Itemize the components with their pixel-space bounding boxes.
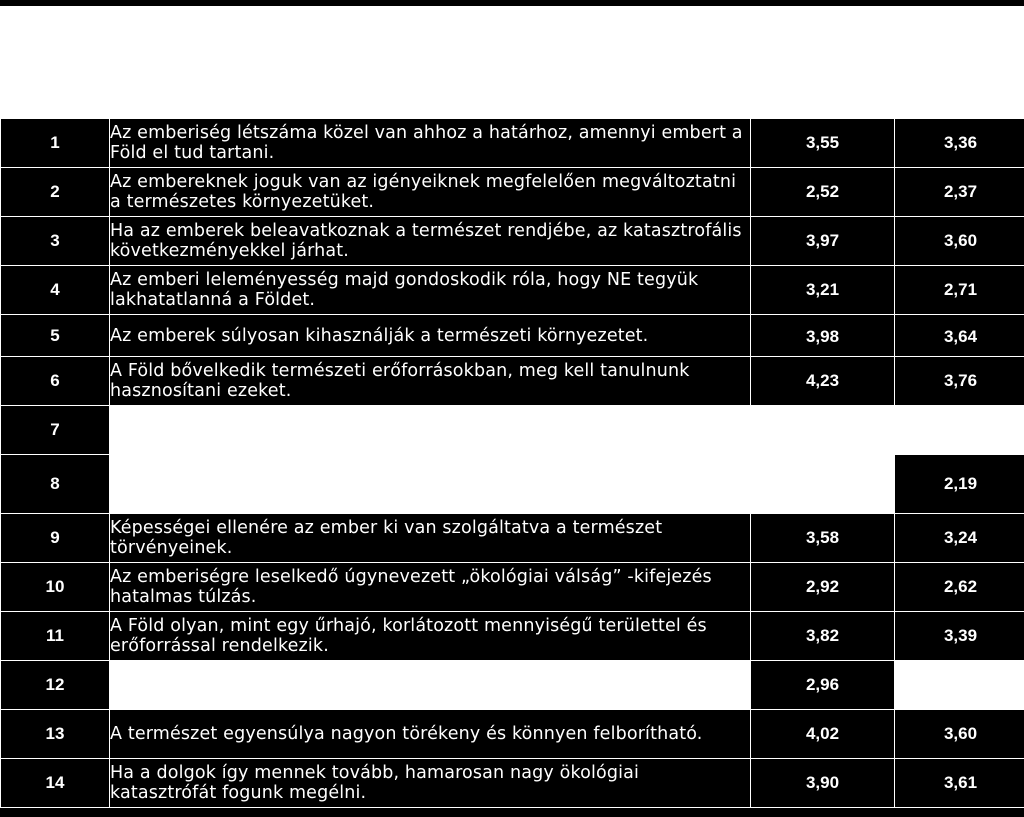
row-number: 5 (1, 315, 110, 357)
value-cell-2: 3,60 (895, 710, 1024, 759)
value-cell-1: 3,90 (751, 759, 895, 808)
value-cell-2: 2,71 (895, 266, 1024, 315)
table-row (1, 168, 1024, 217)
statement-cell: Az emberiség létszáma közel van ahhoz a határhoz, amennyi embert a Föld el tud tartani. (110, 119, 751, 168)
value-cell-2: 3,61 (895, 759, 1024, 808)
row-number: 1 (1, 119, 110, 168)
value-cell-1: 3,98 (751, 315, 895, 357)
statement-cell: Ha a dolgok így mennek tovább, hamarosan nagy ökológiai katasztrófát fogunk megélni. (110, 759, 751, 808)
statement-cell: Ha az emberek beleavatkoznak a természet rendjébe, az katasztrofális következményekkel járhat. (110, 217, 751, 266)
header-area (0, 6, 1024, 119)
table-row (1, 759, 1024, 808)
statement-cell: A Föld bővelkedik természeti erőforrásokban, meg kell tanulnunk hasznosítani ezeket. (110, 357, 751, 406)
statement-cell: Az emberek súlyosan kihasználják a természeti környezetet. (110, 315, 751, 357)
row-number: 13 (1, 710, 110, 759)
row-number: 3 (1, 217, 110, 266)
row-number: 10 (1, 563, 110, 612)
value-cell-1: 2,92 (751, 563, 895, 612)
table-row (1, 710, 1024, 759)
statement-cell: Az emberiségre leselkedő úgynevezett „ökológiai válság” -kifejezés hatalmas túlzás. (110, 563, 751, 612)
table-row (1, 612, 1024, 661)
statement-cell: A természet egyensúlya nagyon törékeny és könnyen felborítható. (110, 710, 751, 759)
value-cell-1: 3,82 (751, 612, 895, 661)
statement-cell: A Föld olyan, mint egy űrhajó, korlátozott mennyiségű területtel és erőforrással rendelkezik. (110, 612, 751, 661)
statement-cell (110, 661, 751, 710)
table-row (1, 563, 1024, 612)
statement-cell: Képességei ellenére az ember ki van szolgáltatva a természet törvényeinek. (110, 514, 751, 563)
table-row (1, 119, 1024, 168)
value-cell-1: 3,58 (751, 514, 895, 563)
table-row (1, 266, 1024, 315)
row-number: 7 (1, 406, 110, 455)
row-number: 6 (1, 357, 110, 406)
row-number: 8 (1, 455, 110, 514)
value-cell-1: 3,21 (751, 266, 895, 315)
value-cell-1: 3,97 (751, 217, 895, 266)
statement-cell: Az embereknek joguk van az igényeiknek megfelelően megváltoztatni a természetes környezetüket. (110, 168, 751, 217)
row-number: 14 (1, 759, 110, 808)
value-cell-1: 4,02 (751, 710, 895, 759)
table-row (1, 357, 1024, 406)
value-cell-1: 4,23 (751, 357, 895, 406)
row-number: 12 (1, 661, 110, 710)
value-cell-1: 2,96 (751, 661, 895, 710)
value-cell-2: 3,24 (895, 514, 1024, 563)
value-cell-1: 3,55 (751, 119, 895, 168)
table-row (1, 406, 1024, 455)
value-cell-2: 3,60 (895, 217, 1024, 266)
row-number: 2 (1, 168, 110, 217)
survey-table (0, 118, 1024, 808)
row-number: 11 (1, 612, 110, 661)
value-cell-1 (751, 406, 895, 455)
table-row (1, 661, 1024, 710)
table-row (1, 315, 1024, 357)
value-cell-2 (895, 406, 1024, 455)
value-cell-2: 2,62 (895, 563, 1024, 612)
value-cell-1 (751, 455, 895, 514)
value-cell-2: 3,76 (895, 357, 1024, 406)
row-number: 9 (1, 514, 110, 563)
value-cell-2: 3,36 (895, 119, 1024, 168)
table-row (1, 514, 1024, 563)
statement-cell (110, 455, 751, 514)
row-number: 4 (1, 266, 110, 315)
statement-cell (110, 406, 751, 455)
table-row (1, 217, 1024, 266)
value-cell-2: 2,37 (895, 168, 1024, 217)
value-cell-2: 2,19 (895, 455, 1024, 514)
table-row (1, 455, 1024, 514)
value-cell-2 (895, 661, 1024, 710)
value-cell-2: 3,64 (895, 315, 1024, 357)
value-cell-1: 2,52 (751, 168, 895, 217)
statement-cell: Az emberi leleményesség majd gondoskodik róla, hogy NE tegyük lakhatatlanná a Földet. (110, 266, 751, 315)
value-cell-2: 3,39 (895, 612, 1024, 661)
